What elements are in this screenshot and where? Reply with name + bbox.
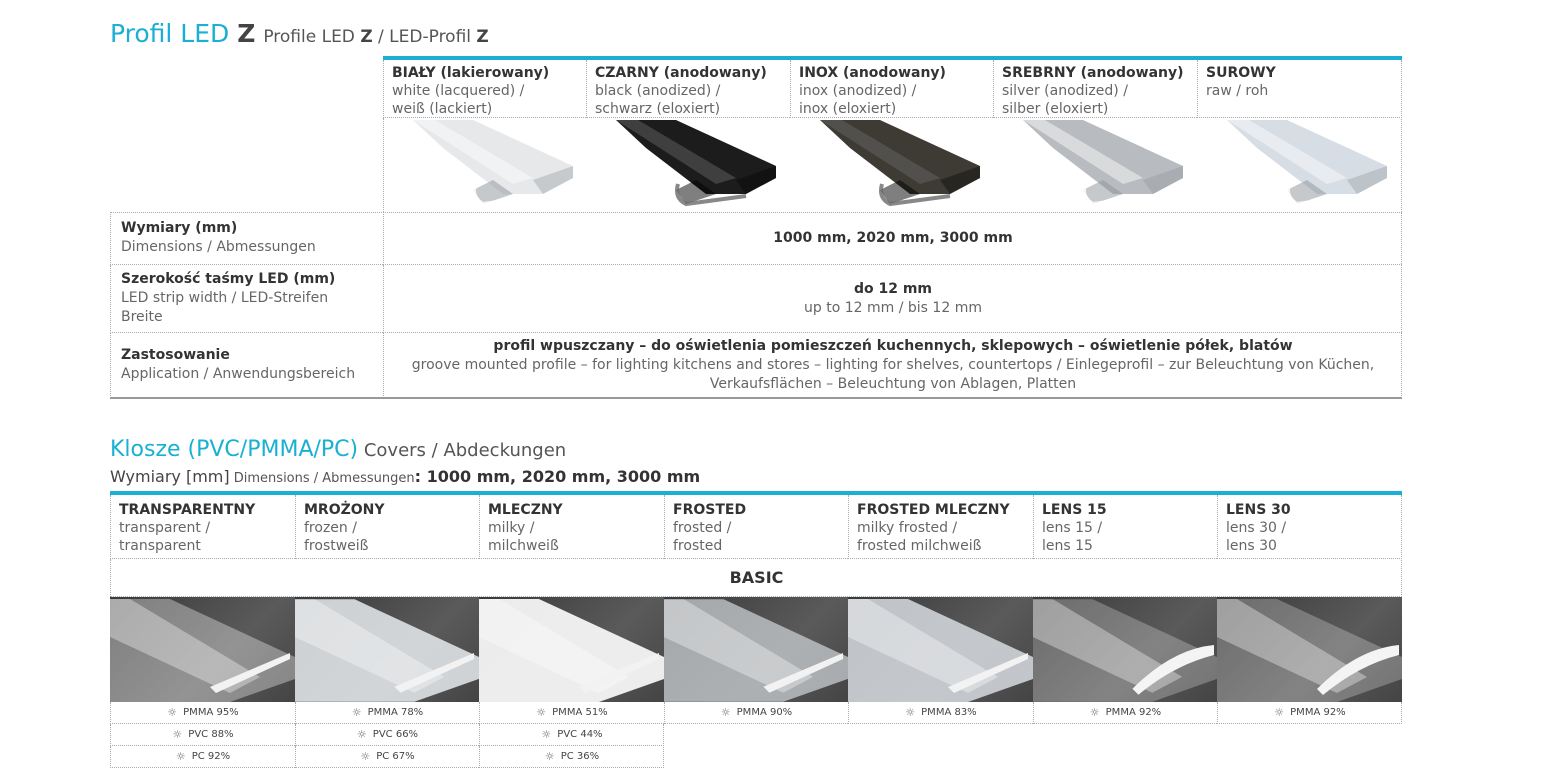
profile-color-header [993,60,1197,118]
cover-name: MLECZNY [488,502,563,518]
light-sun-icon: ☼ [720,706,731,719]
cover-name-en: lens 30 / [1226,520,1287,536]
profile-color-header [383,60,586,118]
transmittance-value [295,724,479,746]
transmittance-value [295,746,479,768]
light-sun-icon: ☼ [1089,706,1100,719]
light-sun-icon: ☼ [360,750,371,763]
spec-value-de: Verkaufsflächen – Beleuchtung von Ablagen, Platten [709,375,1077,392]
basic-label-text: BASIC [729,568,784,587]
color-name-de: inox (eloxiert) [799,101,897,117]
cover-image [1217,597,1402,702]
cover-type-header [848,495,1033,559]
cover-type-header [1033,495,1217,559]
light-sun-icon: ☼ [356,728,367,741]
cover-name-de: frostweiß [304,538,369,554]
transmittance-value [110,724,295,746]
color-name-de: weiß (lackiert) [392,101,493,117]
transmittance-value [110,746,295,768]
color-name-en: raw / roh [1206,83,1269,99]
light-sun-icon: ☼ [172,728,183,741]
cover-type-header [479,495,664,559]
light-sun-icon: ☼ [1274,706,1285,719]
cover-image [479,597,664,702]
cover-name-en: lens 15 / [1042,520,1103,536]
basic-label [110,559,1402,597]
transmittance-text: PMMA 51% [552,707,608,718]
cover-image [664,597,848,702]
cover-name: MROŻONY [304,502,385,518]
spec-label-en: LED strip width / LED-Streifen Breite [121,290,329,325]
profile-color-header [1197,60,1402,118]
transmittance-text: PVC 88% [188,729,234,740]
color-name: BIAŁY (lakierowany) [392,65,550,81]
spec-label-en: Dimensions / Abmessungen [121,239,316,255]
transmittance-text: PVC 44% [557,729,603,740]
cover-name-de: frosted milchweiß [857,538,982,554]
image-row-frame [383,118,1402,212]
color-name: SUROWY [1206,65,1276,81]
light-sun-icon: ☼ [351,706,362,719]
color-name-en: inox (anodized) / [799,83,917,99]
spec-row-label [110,212,383,265]
color-name-de: schwarz (eloxiert) [595,101,721,117]
transmittance-text: PMMA 92% [1290,707,1346,718]
spec-value-en: groove mounted profile – for lighting kitchens and stores – lighting for shelves, countertops / Einlegeprofil – zur Beleuchtung von Küchen, [411,356,1375,373]
transmittance-value [848,702,1033,724]
transmittance-value [479,746,664,768]
cover-type-header [664,495,848,559]
cover-profile-icon [295,597,479,702]
cover-name-en: milky frosted / [857,520,958,536]
cover-name-de: lens 15 [1042,538,1093,554]
cover-name-en: milky / [488,520,535,536]
transmittance-text: PC 36% [560,751,600,762]
cover-name: FROSTED MLECZNY [857,502,1010,518]
spec-row-value [383,265,1402,333]
spec-value-pl: do 12 mm [853,280,933,297]
spec-label-pl: Zastosowanie [121,347,230,363]
cover-profile-icon [664,597,848,702]
color-name-en: white (lacquered) / [392,83,525,99]
cover-name-de: transparent [119,538,201,554]
transmittance-value [1033,702,1217,724]
transmittance-value [295,702,479,724]
transmittance-text: PMMA 95% [183,707,239,718]
spec-row-value [383,333,1402,398]
color-name: SREBRNY (anodowany) [1002,65,1184,81]
cover-name: LENS 15 [1042,502,1107,518]
table-right-border [663,724,664,768]
cover-profile-icon [1217,597,1402,702]
cover-name: TRANSPARENTNY [119,502,256,518]
transmittance-text: PMMA 90% [736,707,793,718]
color-name-en: black (anodized) / [595,83,721,99]
transmittance-value [664,702,848,724]
cover-name-de: frosted [673,538,723,554]
transmittance-text: PVC 66% [372,729,419,740]
spec-label-en: Application / Anwendungsbereich [121,366,356,382]
cover-image [110,597,295,702]
color-name: CZARNY (anodowany) [595,65,767,81]
profile-color-header [586,60,790,118]
light-sun-icon: ☼ [175,750,186,763]
spec-value-pl: profil wpuszczany – do oświetlenia pomieszczeń kuchennych, sklepowych – oświetlenie półek, blatów [493,337,1293,354]
cover-profile-icon [1033,597,1217,702]
cover-name: LENS 30 [1226,502,1291,518]
cover-profile-icon [848,597,1033,702]
transmittance-value [479,702,664,724]
cover-type-header [110,495,295,559]
transmittance-text: PC 67% [376,751,415,762]
cover-name-en: frosted / [673,520,732,536]
table-bottom-line [110,397,1402,399]
light-sun-icon: ☼ [541,728,552,741]
light-sun-icon: ☼ [536,706,547,719]
transmittance-text: PMMA 78% [367,707,424,718]
transmittance-value [479,724,664,746]
transmittance-value [1217,702,1402,724]
light-sun-icon: ☼ [167,706,178,719]
table-right-border [1401,702,1402,724]
color-name-de: silber (eloxiert) [1002,101,1109,117]
profile-section-title: Profil LED Z Profile LED Z / LED-Profil Z [110,19,489,48]
spec-label-pl: Wymiary (mm) [121,220,238,236]
cover-name-de: milchweiß [488,538,559,554]
color-name-en: silver (anodized) / [1002,83,1128,99]
cover-name: FROSTED [673,502,747,518]
transmittance-text: PC 92% [191,751,231,762]
spec-row-label [110,333,383,398]
light-sun-icon: ☼ [905,706,916,719]
covers-section-title: Klosze (PVC/PMMA/PC) Covers / Abdeckungen [110,437,567,462]
cover-name-en: frozen / [304,520,357,536]
cover-name-en: transparent / [119,520,211,536]
spec-value-en: up to 12 mm / bis 12 mm [804,299,982,316]
cover-image [295,597,479,702]
cover-image [848,597,1033,702]
covers-dimensions: Wymiary [mm] Dimensions / Abmessungen: 1000 mm, 2020 mm, 3000 mm [110,467,701,486]
color-name: INOX (anodowany) [799,65,946,81]
transmittance-value [110,702,295,724]
transmittance-text: PMMA 92% [1105,707,1162,718]
cover-type-header [1217,495,1402,559]
transmittance-text: PMMA 83% [921,707,977,718]
spec-label-pl: Szerokość taśmy LED (mm) [121,271,336,287]
cover-profile-icon [479,597,664,702]
cover-type-header [295,495,479,559]
profile-color-header [790,60,993,118]
spec-value-pl: 1000 mm, 2020 mm, 3000 mm [773,229,1013,246]
spec-row-label [110,265,383,333]
light-sun-icon: ☼ [544,750,555,763]
cover-profile-icon [110,597,295,702]
spec-row-value [383,212,1402,265]
cover-name-de: lens 30 [1226,538,1277,554]
cover-image [1033,597,1217,702]
